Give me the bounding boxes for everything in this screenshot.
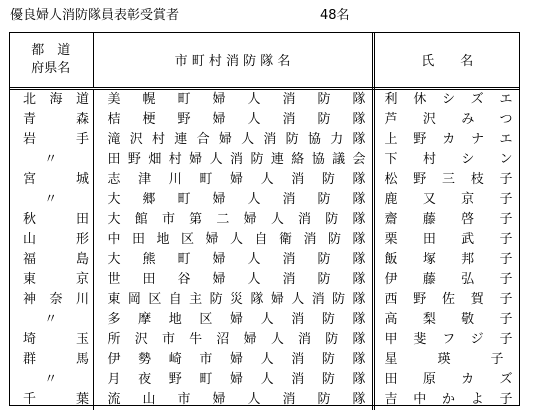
table-row bbox=[9, 89, 520, 111]
table-row bbox=[9, 210, 520, 230]
cell-prefecture: 埼玉 bbox=[9, 330, 93, 350]
cell-prefecture: 神奈川 bbox=[9, 290, 93, 310]
cell-name: 甲斐フジ子 bbox=[384, 332, 529, 347]
cell-prefecture: 北海道 bbox=[9, 89, 93, 111]
awardees-table bbox=[9, 32, 544, 410]
cell-name: 西野佐賀子 bbox=[384, 292, 529, 307]
cell-unit: 伊勢崎市婦人消防隊 bbox=[93, 350, 373, 370]
column-header-name: 氏 名 bbox=[373, 32, 520, 89]
cell-name: 吉中かよ子 bbox=[384, 392, 529, 407]
cell-name: 下村シン bbox=[384, 152, 538, 167]
table-row bbox=[9, 250, 520, 270]
table-row bbox=[9, 290, 520, 310]
column-header-prefecture-line1: 都 道 bbox=[31, 42, 71, 58]
cell-unit: 田野畑村婦人消防連絡協議会 bbox=[93, 150, 373, 170]
cell-name: 伊藤弘子 bbox=[384, 272, 538, 287]
page-title: 優良婦人消防隊員表彰受賞者 bbox=[10, 8, 180, 23]
table-row bbox=[9, 150, 520, 170]
cell-name: 星瑛子 bbox=[384, 352, 544, 367]
cell-name: 栗田武子 bbox=[384, 232, 538, 247]
cell-prefecture: 〃 bbox=[9, 310, 93, 330]
table-row bbox=[9, 110, 520, 130]
cell-name: 芦沢みつ bbox=[384, 112, 538, 127]
table-row bbox=[9, 390, 520, 410]
column-header-prefecture bbox=[9, 32, 93, 89]
cell-name: 上野カナエ bbox=[384, 132, 529, 147]
table-row bbox=[9, 330, 520, 350]
cell-unit: 中田地区婦人自衛消防隊 bbox=[93, 230, 373, 250]
cell-prefecture: 群馬 bbox=[9, 350, 93, 370]
cell-prefecture: 〃 bbox=[9, 370, 93, 390]
cell-unit: 志津川町婦人消防隊 bbox=[93, 170, 373, 190]
cell-prefecture: 東京 bbox=[9, 270, 93, 290]
table-row bbox=[9, 190, 520, 210]
cell-prefecture: 青森 bbox=[9, 110, 93, 130]
cell-prefecture: 千葉 bbox=[9, 390, 93, 410]
column-header-unit: 市 町 村 消 防 隊 名 bbox=[93, 32, 373, 89]
awardee-count: 48名 bbox=[320, 8, 350, 23]
cell-name: 高梨敬子 bbox=[384, 312, 538, 327]
cell-prefecture: 〃 bbox=[9, 150, 93, 170]
table-row bbox=[9, 370, 520, 390]
cell-unit: 流山市婦人消防隊 bbox=[93, 390, 373, 410]
cell-unit: 世田谷婦人消防隊 bbox=[93, 270, 373, 290]
cell-name: 鹿又京子 bbox=[384, 192, 538, 207]
cell-name: 齋藤啓子 bbox=[384, 212, 538, 227]
table-row bbox=[9, 270, 520, 290]
cell-name: 田原カズ bbox=[384, 372, 538, 387]
cell-unit: 大熊町婦人消防隊 bbox=[93, 250, 373, 270]
cell-unit: 桔梗野婦人消防隊 bbox=[93, 110, 373, 130]
cell-unit: 大館市第二婦人消防隊 bbox=[93, 210, 373, 230]
cell-unit: 東岡区自主防災隊婦人消防隊 bbox=[93, 290, 373, 310]
cell-prefecture: 宮城 bbox=[9, 170, 93, 190]
cell-name: 松野三枝子 bbox=[384, 172, 529, 187]
table-row bbox=[9, 350, 520, 370]
cell-unit: 多摩地区婦人消防隊 bbox=[93, 310, 373, 330]
table-row bbox=[9, 310, 520, 330]
column-header-prefecture-line2: 府県名 bbox=[31, 60, 71, 76]
cell-prefecture: 岩手 bbox=[9, 130, 93, 150]
cell-unit: 月夜野町婦人消防隊 bbox=[93, 370, 373, 390]
cell-prefecture: 秋田 bbox=[9, 210, 93, 230]
cell-prefecture: 〃 bbox=[9, 190, 93, 210]
cell-prefecture: 山形 bbox=[9, 230, 93, 250]
table-header-row bbox=[9, 32, 520, 89]
table-row bbox=[9, 170, 520, 190]
cell-unit: 大郷町婦人消防隊 bbox=[93, 190, 373, 210]
cell-name: 飯塚邦子 bbox=[384, 252, 538, 267]
cell-unit: 美幌町婦人消防隊 bbox=[93, 89, 373, 111]
cell-unit: 所沢市牛沼婦人消防隊 bbox=[93, 330, 373, 350]
cell-prefecture: 福島 bbox=[9, 250, 93, 270]
table-row bbox=[9, 130, 520, 150]
cell-unit: 滝沢村連合婦人消防協力隊 bbox=[93, 130, 373, 150]
table-row bbox=[9, 230, 520, 250]
cell-name: 利休シズエ bbox=[384, 92, 529, 107]
